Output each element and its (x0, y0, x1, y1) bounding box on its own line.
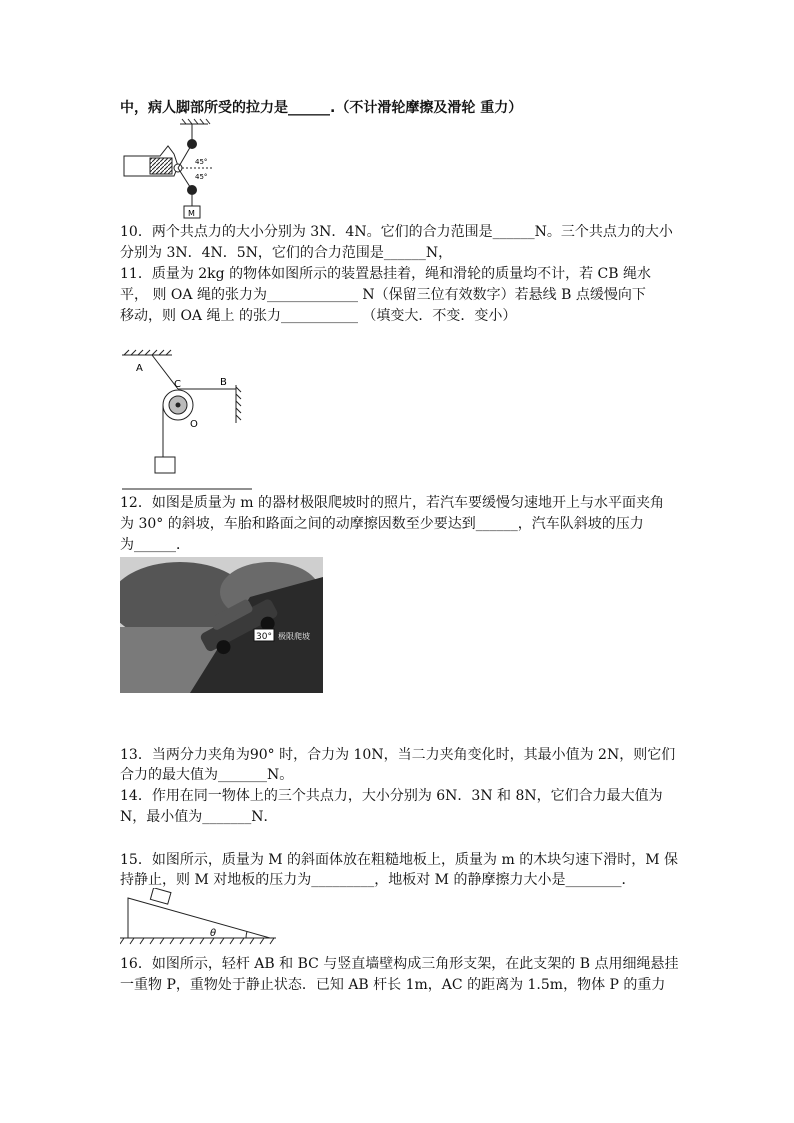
incline-figure (120, 888, 280, 946)
text-line-0: 中，病人脚部所受的拉力是______.（不计滑轮摩擦及滑轮 重力） (120, 100, 523, 116)
pulley-traction-figure (120, 118, 220, 222)
text-line-11: 14．作用在同一物体上的三个共点力，大小分别为 6N．3N 和 8N，它们合力最大值为 (120, 788, 663, 804)
text-line-15: 16．如图所示，轻杆 AB 和 BC 与竖直墙壁构成三角形支架，在此支架的 B 点用细绳悬挂 (120, 956, 679, 972)
point-o-label: O (190, 419, 198, 430)
text-line-16: 一重物 P，重物处于静止状态．已知 AB 杆长 1m，AC 的距离为 1.5m，物体 P 的重力 (120, 977, 666, 993)
text-line-14: 持静止，则 M 对地板的压力为_________，地板对 M 的静摩擦力大小是________． (120, 872, 636, 888)
ground-hatch (120, 938, 274, 944)
text-line-12: N，最小值为_______N． (120, 809, 278, 825)
text-line-13: 15．如图所示，质量为 M 的斜面体放在粗糙地板上，质量为 m 的木块匀速下滑时，M 保 (120, 852, 679, 868)
angle-top-label: 45° (195, 158, 208, 166)
angle-theta-label: θ (210, 928, 217, 939)
text-line-4: 平， 则 OA 绳的张力为_____________ N（保留三位有效数字）若悬线 B 点缓慢向下 (120, 287, 646, 303)
text-line-5: 移动，则 OA 绳上 的张力___________ （填变大．不变．变小） (120, 308, 517, 324)
svg-text:30°: 30° (256, 632, 272, 642)
block-on-incline (150, 888, 171, 904)
text-line-2: 分别为 3N．4N．5N，它们的合力范围是______N， (120, 245, 453, 261)
text-line-8: 为______． (120, 537, 190, 553)
incline-wedge (128, 898, 270, 938)
wall-hatch (236, 385, 241, 423)
rope-pulley-figure (120, 347, 260, 492)
hanging-block (155, 457, 175, 473)
text-line-3: 11．质量为 2kg 的物体如图所示的装置悬挂着，绳和滑轮的质量均不计，若 CB 绳水 (120, 266, 651, 282)
angle-bottom-label: 45° (195, 173, 208, 181)
slope-sign: 极限爬坡 (278, 632, 310, 641)
point-a-label: A (136, 363, 143, 374)
text-line-10: 合力的最大值为_______N。 (120, 767, 294, 783)
ceiling-hatch (180, 119, 210, 124)
mass-label: M (188, 209, 195, 218)
point-c-label: C (174, 379, 181, 390)
point-b-label: B (220, 377, 227, 388)
ceiling-hatch (122, 350, 172, 355)
text-line-9: 13．当两分力夹角为90° 时，合力为 10N，当二力夹角变化时，其最小值为 2N，则它们 (120, 747, 676, 763)
text-line-6: 12．如图是质量为 m 的器材极限爬坡时的照片，若汽车要缓慢匀速地开上与水平面夹角 (120, 495, 664, 511)
car-climbing-photo (120, 557, 323, 693)
text-line-1: 10．两个共点力的大小分别为 3N．4N。它们的合力范围是______N。三个共点力的大小 (120, 224, 673, 240)
foot-bandage (150, 158, 172, 174)
text-line-7: 为 30° 的斜坡，车胎和路面之间的动摩擦因数至少要达到______，汽车队斜坡的压力 (120, 516, 644, 532)
